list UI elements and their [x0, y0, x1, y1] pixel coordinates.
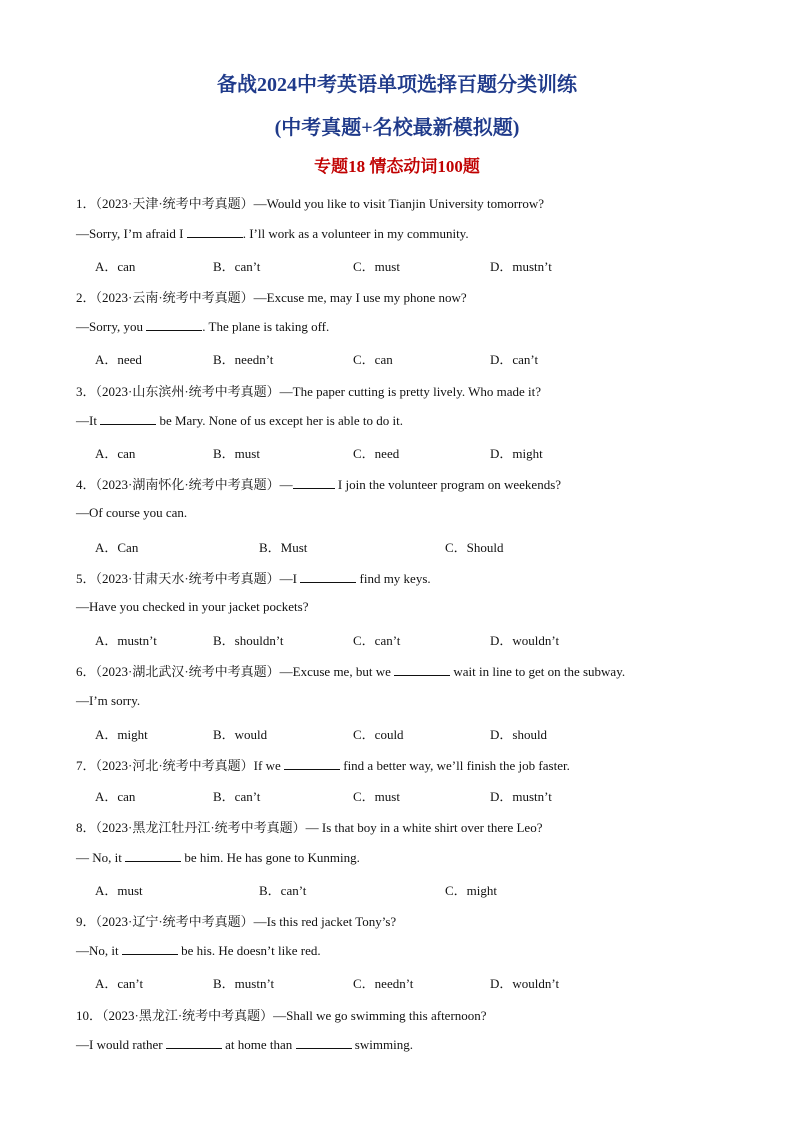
answer-blank: [300, 570, 356, 583]
question-4-reply: —Of course you can.: [76, 505, 188, 520]
option-b[interactable]: B．can’t: [213, 789, 261, 804]
topic-heading: 专题18 情态动词100题: [314, 157, 480, 176]
option-c[interactable]: C．must: [353, 259, 400, 274]
question-10-reply: —I would rather at home than swimming.: [76, 1037, 413, 1052]
question-1-reply: —Sorry, I’m afraid I . I’ll work as a volunteer in my community.: [76, 226, 469, 241]
option-d[interactable]: D．should: [490, 727, 548, 742]
option-b[interactable]: B．can’t: [213, 259, 261, 274]
option-c[interactable]: C．can: [353, 352, 393, 367]
question-9-stem: 9．（2023·辽宁·统考中考真题）—Is this red jacket Tony’s?: [76, 914, 397, 929]
option-c[interactable]: C．needn’t: [353, 976, 414, 991]
document-subtitle: (中考真题+名校最新模拟题): [274, 117, 520, 139]
option-a[interactable]: A．might: [95, 727, 148, 742]
answer-blank: [394, 663, 450, 676]
option-d[interactable]: D．wouldn’t: [490, 633, 560, 648]
question-1-stem: 1．（2023·天津·统考中考真题）—Would you like to visit Tianjin University tomorrow?: [76, 196, 545, 211]
question-10-stem: 10．（2023·黑龙江·统考中考真题）—Shall we go swimming this afternoon?: [76, 1008, 487, 1023]
option-a[interactable]: A．mustn’t: [95, 633, 157, 648]
option-a[interactable]: A．can: [95, 789, 136, 804]
option-b[interactable]: B．can’t: [259, 883, 307, 898]
answer-blank: [166, 1036, 222, 1049]
question-2-reply: —Sorry, you . The plane is taking off.: [76, 319, 330, 334]
option-b[interactable]: B．needn’t: [213, 352, 274, 367]
question-5-reply: —Have you checked in your jacket pockets?: [76, 599, 309, 614]
option-c[interactable]: C．can’t: [353, 633, 401, 648]
option-d[interactable]: D．might: [490, 446, 543, 461]
option-b[interactable]: B．mustn’t: [213, 976, 275, 991]
option-d[interactable]: D．mustn’t: [490, 259, 552, 274]
option-a[interactable]: A．must: [95, 883, 143, 898]
answer-blank: [100, 412, 156, 425]
option-b[interactable]: B．would: [213, 727, 268, 742]
answer-blank: [146, 318, 202, 331]
option-c[interactable]: C．might: [445, 883, 498, 898]
question-4-stem: 4．（2023·湖南怀化·统考中考真题）— I join the volunteer program on weekends?: [76, 477, 562, 492]
option-c[interactable]: C．could: [353, 727, 404, 742]
option-a[interactable]: A．need: [95, 352, 142, 367]
question-3-reply: —It be Mary. None of us except her is able to do it.: [76, 413, 404, 428]
question-5-stem: 5．（2023·甘肃天水·统考中考真题）—I find my keys.: [76, 571, 431, 586]
option-a[interactable]: A．can: [95, 446, 136, 461]
option-c[interactable]: C．need: [353, 446, 400, 461]
question-7-stem: 7．（2023·河北·统考中考真题）If we find a better way, we’ll finish the job faster.: [76, 758, 570, 773]
option-d[interactable]: D．wouldn’t: [490, 976, 560, 991]
answer-blank: [122, 942, 178, 955]
question-6-stem: 6．（2023·湖北武汉·统考中考真题）—Excuse me, but we wait in line to get on the subway.: [76, 664, 626, 679]
option-a[interactable]: A．can’t: [95, 976, 144, 991]
document-title: 备战2024中考英语单项选择百题分类训练: [217, 74, 577, 96]
question-8-stem: 8．（2023·黑龙江牡丹江·统考中考真题）— Is that boy in a white shirt over there Leo?: [76, 820, 543, 835]
answer-blank: [284, 757, 340, 770]
option-d[interactable]: D．can’t: [490, 352, 539, 367]
answer-blank: [125, 849, 181, 862]
option-b[interactable]: B．Must: [259, 540, 308, 555]
option-a[interactable]: A．can: [95, 259, 136, 274]
question-6-reply: —I’m sorry.: [76, 693, 141, 708]
question-9-reply: —No, it be his. He doesn’t like red.: [76, 943, 321, 958]
answer-blank: [293, 476, 335, 489]
option-c[interactable]: C．Should: [445, 540, 504, 555]
option-d[interactable]: D．mustn’t: [490, 789, 552, 804]
answer-blank: [187, 225, 243, 238]
question-8-reply: — No, it be him. He has gone to Kunming.: [76, 850, 360, 865]
option-c[interactable]: C．must: [353, 789, 400, 804]
question-2-stem: 2．（2023·云南·统考中考真题）—Excuse me, may I use my phone now?: [76, 290, 467, 305]
question-3-stem: 3．（2023·山东滨州·统考中考真题）—The paper cutting is pretty lively. Who made it?: [76, 384, 542, 399]
option-b[interactable]: B．shouldn’t: [213, 633, 284, 648]
answer-blank: [296, 1036, 352, 1049]
option-a[interactable]: A．Can: [95, 540, 139, 555]
option-b[interactable]: B．must: [213, 446, 260, 461]
